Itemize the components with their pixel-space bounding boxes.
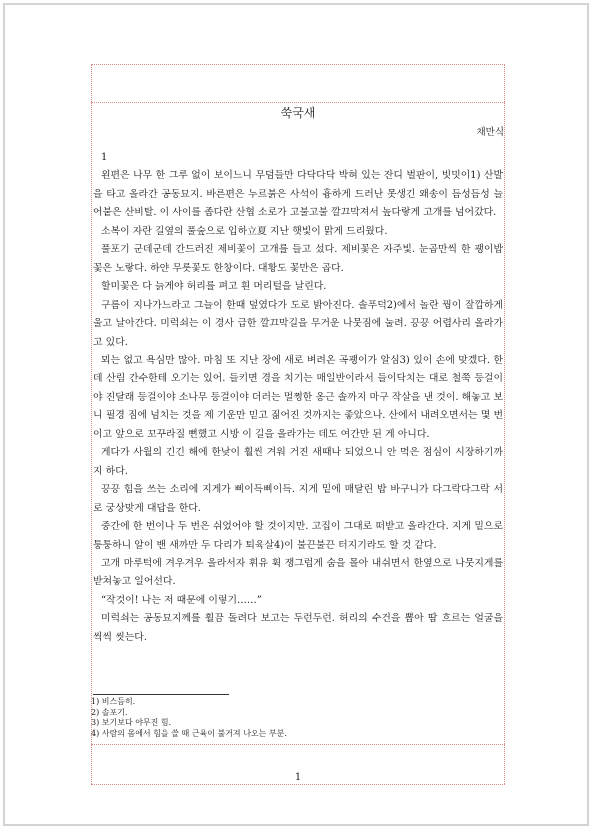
paragraph: 구름이 지나가느라고 그늘이 한때 덮였다가 도로 밝아진다. 솔푸덕2)에서 놀란 꿩이 잘깝하게 울고 날아간다. 미럭쇠는 이 경사 급한 깔끄막길을 무거운 나뭇짐에 눌려. 끙끙 어렵사리 올라가고 있다. (93, 299, 503, 348)
paragraph: 고개 마루턱에 겨우겨우 올라서자 휘유 휙 쟁그럽게 숨을 몰아 내쉬면서 한옆으로 나뭇지게를 받쳐놓고 일어선다. (93, 557, 503, 588)
footnote-separator (93, 694, 229, 695)
footnote: 3) 보기보다 야무진 힘. (91, 718, 172, 727)
document-page (91, 64, 505, 784)
document-title: 쑥국새 (280, 106, 316, 120)
margin-guide-top (91, 64, 505, 65)
section-number: 1 (101, 152, 108, 163)
footnotes (91, 697, 287, 739)
paragraph: 소복이 자란 길옆의 풀숲으로 입하立夏 지난 햇빛이 맑게 드리웠다. (101, 225, 388, 237)
footnote: 4) 사람의 몸에서 힘을 쓸 때 근육이 불거져 나오는 부분. (91, 728, 287, 738)
paragraph: 풀포기 군데군데 간드러진 제비꽃이 고개를 들고 섰다. 제비꽃은 자주빛. 눈곱만씩 한 괭이밥꽃은 노랗다. 하얀 무릇꽃도 한창이다. 대황도 꽃만은 곱다. (93, 244, 503, 274)
footnote: 2) 솔포기. (91, 707, 128, 717)
footnote: 1) 비스듬히. (91, 697, 136, 706)
paragraph: 뫼는 없고 욕심만 많아. 마침 또 지난 장에 새로 벼려온 곡괭이가 알심3) 있이 손에 맞겠다. 한데 산림 간수한테 오기는 있어. 들키면 경을 치기는 매일반이라서 들이닥치는 대로 철쭉 등걸이야 진달래 등걸이야 소나무 등걸이야 더러는 멀쩡한 옹근 솔까지 마구 작살을 낸 것이. 해놓고 보니 필경 짐에 넘치는 것을 제 기운만 믿고 짊어진 것까지는 좋았으나. 산에서 내려오면서는 몇 번이고 앞으로 꼬꾸라질 뻔했고 시방 이 길을 올라가는 데도 여간만 된 게 아니다. (93, 354, 503, 440)
paragraph: 게다가 사월의 긴긴 해에 한낮이 훨씬 겨워 거진 새때나 되었으니 안 먹은 점심이 시장하기까지 하다. (93, 447, 503, 477)
paragraph: 할미꽃은 다 늙게야 허리를 펴고 흰 머리털을 날린다. (101, 281, 327, 293)
margin-guide-bottom (91, 784, 505, 785)
footer-guide (91, 744, 505, 745)
body-text (93, 149, 503, 647)
paragraph: 끙끙 힘을 쓰는 소리에 지게가 삐이득삐이득. 지게 밑에 매달린 밥 바구니가 다그락다그락 서로 궁상맞게 대답을 한다. (93, 484, 503, 514)
header-guide (91, 102, 505, 103)
paragraph: 왼편은 나무 한 그루 없이 보이느니 무덤들만 다닥다닥 박혀 있는 잔디 벌판이, 빗밋이1) 산발을 타고 올라간 공동묘지. 바른편은 누르붉은 사석이 흉하게 드러난 못생긴 왜송이 듬성듬성 늘어붙은 산비탈. 이 사이를 좁다란 산협 소로가 고불고불 깔끄막져서 높다랗게 고개를 넘어갔다. (93, 170, 503, 219)
margin-guide-right (504, 64, 505, 784)
margin-guide-left (91, 64, 92, 784)
page-number: 1 (294, 772, 302, 783)
paragraph: 미럭쇠는 공동묘지께를 휠끔 돌려다 보고는 두런두런. 허리의 수건을 뽑아 땀 흐르는 얼굴을 씩씩 씻는다. (93, 613, 503, 643)
paragraph: 중간에 한 번이나 두 번은 쉬었어야 할 것이지만. 고집이 그대로 떠받고 올라간다. 지게 밑으로 퉁퉁하니 알이 밴 새까만 두 다리가 퇴육살4)이 불끈불끈 터지기라도 할 것 같다. (93, 521, 503, 551)
paragraph: “작것이! 나는 저 때문에 이렇기……” (101, 594, 262, 606)
author-name: 채만식 (476, 127, 504, 138)
